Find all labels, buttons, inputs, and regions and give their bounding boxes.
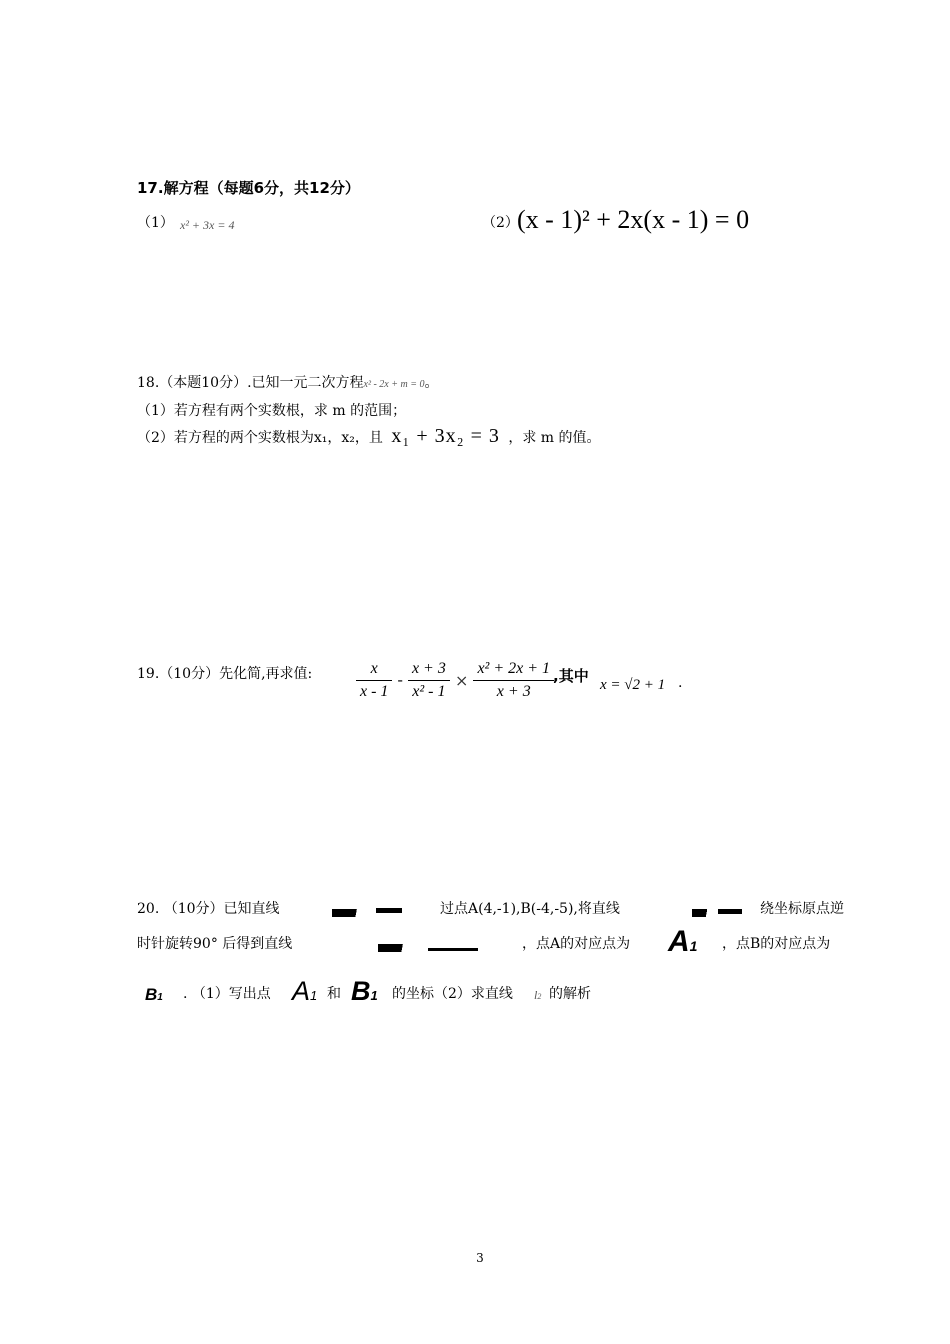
q18-part1: （1）若方程有两个实数根，求 m 的范围； xyxy=(137,403,407,419)
q19-fraction-2 xyxy=(408,660,450,701)
q20-line3-start: . （1）写出点 xyxy=(183,986,271,1002)
q20-line-l1-image-2 xyxy=(692,902,716,921)
q17-part1-equation: x² + 3x = 4 xyxy=(180,218,235,232)
q20-l2-letter: l xyxy=(534,988,538,1002)
q19-fraction-2-denominator: x² - 1 xyxy=(412,683,446,700)
q19-fraction-2-numerator: x + 3 xyxy=(408,660,450,681)
q20-line-l2-subscript-image xyxy=(428,948,478,951)
q19-minus: - xyxy=(397,671,403,689)
q18-title-end: 。 xyxy=(424,375,439,391)
q19-fraction-1-numerator: x xyxy=(356,660,392,681)
q20-point-A1 xyxy=(668,925,697,959)
q20-line1-middle: 过点A(4,-1),B(-4,-5),将直线 xyxy=(440,901,620,917)
q20-and: 和 xyxy=(327,986,341,1002)
q19-expression xyxy=(356,660,554,701)
q17-part2-equation: (x - 1)² + 2x(x - 1) = 0 xyxy=(517,205,750,234)
q20-A1-subscript: 1 xyxy=(689,938,698,954)
q18-part2-text: （2）若方程的两个实数根为x₁，x₂，且 xyxy=(137,430,383,446)
page-number: 3 xyxy=(476,1251,484,1265)
q19-fraction-3-denominator: x + 3 xyxy=(496,683,531,700)
q19-fraction-3 xyxy=(473,660,554,701)
q18-title-line xyxy=(137,374,438,394)
q20-line1-start: 20. （10分）已知直线 xyxy=(137,901,280,917)
q19-fraction-1-denominator: x - 1 xyxy=(360,683,389,700)
q20-B1-subscript-start: 1 xyxy=(157,992,163,1003)
q20-line3-end: 的解析 xyxy=(549,986,591,1002)
q20-line2-middle: ，点A的对应点为 xyxy=(522,936,631,952)
q18-condition-equation: x₁ + 3x₂ = 3 xyxy=(391,425,500,447)
q19-fraction-1 xyxy=(356,660,392,701)
q18-part2-line xyxy=(137,427,601,447)
q20-line1-end: 绕坐标原点逆 xyxy=(760,901,844,917)
q20-A1-subscript-line3: 1 xyxy=(310,988,318,1003)
q20-line-l2-image xyxy=(378,937,418,956)
q17-part1-label: （1） xyxy=(137,215,174,231)
q20-point-B1-line3 xyxy=(351,976,378,1007)
q18-equation: x² - 2x + m = 0 xyxy=(363,379,425,390)
q19-prompt: 19.（10分）先化简,再求值: xyxy=(137,666,313,682)
q20-l2-subscript: 2 xyxy=(537,992,542,1001)
q20-line-l1-subscript-image-2 xyxy=(718,909,742,914)
q20-l2-symbol xyxy=(534,988,541,1003)
q18-part2-end: ，求 m 的值。 xyxy=(508,430,601,446)
q19-x-value: x = √2 + 1 xyxy=(600,677,666,693)
q20-B1-letter-start: B xyxy=(145,985,158,1004)
q19-where: ,其中 xyxy=(553,667,589,685)
q19-times: × xyxy=(454,671,469,690)
q20-line2-end: ，点B的对应点为 xyxy=(722,936,831,952)
q17-title: 17.解方程（每题6分，共12分） xyxy=(137,179,360,197)
q20-A1-letter: A xyxy=(668,925,690,958)
q20-point-B1-start xyxy=(145,985,163,1005)
q20-line-l1-image-1 xyxy=(332,902,372,921)
q20-A1-letter-line3: A xyxy=(292,976,311,1006)
q18-title: 18.（本题10分）.已知一元二次方程 xyxy=(137,375,364,391)
q20-B1-letter-line3: B xyxy=(351,976,371,1006)
q20-line-l1-subscript-image-1 xyxy=(376,908,402,913)
q20-point-A1-line3 xyxy=(292,976,317,1007)
q20-B1-subscript-line3: 1 xyxy=(370,988,378,1003)
q17-part2-label: （2） xyxy=(482,215,519,231)
q20-line2-start: 时针旋转90° 后得到直线 xyxy=(137,936,293,952)
q20-line3-middle: 的坐标（2）求直线 xyxy=(392,986,513,1002)
q19-period: . xyxy=(678,675,683,691)
q19-fraction-3-numerator: x² + 2x + 1 xyxy=(473,660,554,681)
